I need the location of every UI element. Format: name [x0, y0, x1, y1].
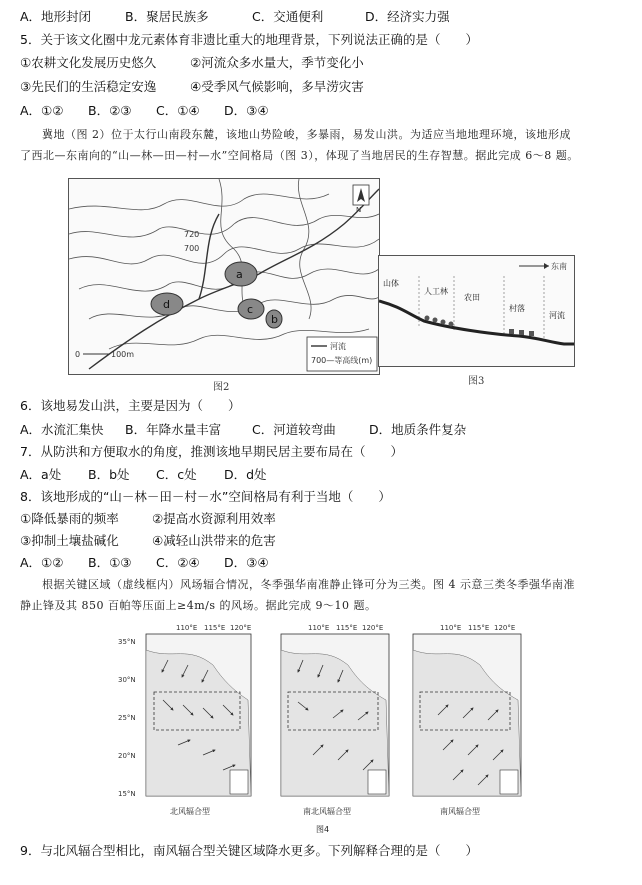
- label-b: b: [271, 313, 278, 326]
- q7-option-a: A．a处: [20, 467, 62, 482]
- contour-label-700: 700: [184, 244, 200, 253]
- passage-1-line-2: 了西北—东南向的“山—林—田—村—水”空间格局（图 3），体现了当地居民的生存智慧。据此完成 6～8 题。: [20, 149, 579, 162]
- figure-2-caption: 图2: [213, 382, 230, 393]
- q4-options: [20, 8, 450, 26]
- q5-item-4: ④受季风气候影响，多旱涝灾害: [190, 79, 364, 94]
- figure-4-svg: [118, 620, 528, 835]
- q8-option-a: A．①②: [20, 555, 64, 570]
- lat-35: 35°N: [118, 638, 136, 646]
- svg-text:100m: 100m: [111, 350, 135, 359]
- panel-north-convergence: [146, 624, 251, 816]
- svg-text:115°E: 115°E: [468, 624, 490, 632]
- q5-option-b: B．②③: [88, 103, 132, 118]
- panel-1-title: 北风辐合型: [170, 807, 210, 816]
- q4-option-d: D．经济实力强: [365, 9, 450, 24]
- q5-items-row2: [20, 78, 364, 96]
- q8-item-2: ②提高水资源利用效率: [152, 511, 276, 526]
- passage-2-line-1: 根据关键区域（虚线框内）风场辐合情况，冬季强华南准静止锋可分为三类。图 4 示意三类冬季强华南准: [42, 578, 575, 591]
- label-d: d: [163, 298, 170, 311]
- q7-option-d: D．d处: [224, 467, 267, 482]
- q7-option-c: C．c处: [156, 467, 197, 482]
- q5-option-a: A．①②: [20, 103, 64, 118]
- fig3-label-mountain: 山体: [383, 279, 399, 288]
- svg-text:110°E: 110°E: [176, 624, 198, 632]
- figure-3-cross-section: [378, 255, 575, 367]
- fig3-label-plantation: 人工林: [424, 287, 448, 296]
- q6-option-c: C．河道较弯曲: [252, 422, 336, 437]
- q8-item-3: ③抑制土壤盐碱化: [20, 533, 119, 548]
- q8-option-c: C．②④: [156, 555, 200, 570]
- figure-3-svg: [379, 256, 574, 366]
- panel-north-south-convergence: [281, 624, 389, 816]
- q8-option-d: D．③④: [224, 555, 269, 570]
- lat-20: 20°N: [118, 752, 136, 760]
- figure-2-contour-map: [68, 178, 380, 375]
- fig3-label-farmland: 农田: [464, 293, 480, 302]
- passage-1-line-1: 冀地（图 2）位于太行山南段东麓，该地山势险峻，多暴雨，易发山洪。为适应当地地理环境，该地形成: [42, 128, 571, 141]
- svg-text:120°E: 120°E: [230, 624, 252, 632]
- svg-text:110°E: 110°E: [308, 624, 330, 632]
- q8-item-4: ④减轻山洪带来的危害: [152, 533, 276, 548]
- panel-south-convergence: [413, 624, 521, 816]
- figure-3-caption: 图3: [468, 376, 485, 387]
- svg-text:120°E: 120°E: [494, 624, 516, 632]
- q4-option-b: B．聚居民族多: [125, 9, 209, 24]
- q5-options: [20, 102, 269, 120]
- svg-text:115°E: 115°E: [204, 624, 226, 632]
- east-south-arrow: [519, 261, 567, 271]
- fig2-legend: [307, 337, 377, 371]
- panel-3-title: 南风辐合型: [440, 807, 480, 816]
- q4-option-a: A．地形封闭: [20, 9, 92, 24]
- q8-items-row2: [20, 532, 276, 550]
- q8-items-row1: [20, 510, 276, 528]
- q5-item-3: ③先民们的生活稳定安逸: [20, 79, 157, 94]
- lat-25: 25°N: [118, 714, 136, 722]
- q7-option-b: B．b处: [88, 467, 130, 482]
- q6-options: [20, 421, 466, 439]
- svg-text:120°E: 120°E: [362, 624, 384, 632]
- fig3-label-river: 河流: [549, 311, 565, 320]
- svg-text:东南: 东南: [551, 262, 567, 271]
- q5-stem: 5．关于该文化圈中龙元素体育非遗比重大的地理背景，下列说法正确的是（ ）: [20, 32, 478, 47]
- q7-options: [20, 466, 267, 484]
- label-a: a: [236, 268, 243, 281]
- passage-2-line-2: 静止锋及其 850 百帕等压面上≥4m/s 的风场。据此完成 9～10 题。: [20, 599, 377, 612]
- passage-1: [20, 124, 620, 166]
- q5-items-row1: [20, 54, 364, 72]
- svg-text:0: 0: [75, 350, 81, 359]
- passage-2: [20, 574, 620, 616]
- legend-river: 河流: [330, 342, 346, 351]
- fig3-label-village: 村落: [509, 304, 525, 313]
- q5-item-2: ②河流众多水量大，季节变化小: [190, 55, 364, 70]
- q8-option-b: B．①③: [88, 555, 132, 570]
- q5-item-1: ①农耕文化发展历史悠久: [20, 55, 157, 70]
- svg-text:110°E: 110°E: [440, 624, 462, 632]
- q8-stem: 8．该地形成的“山－林－田－村－水”空间格局有利于当地（ ）: [20, 489, 391, 504]
- panel-2-title: 南北风辐合型: [303, 807, 351, 816]
- q6-option-a: A．水流汇集快: [20, 422, 104, 437]
- legend-contour: 700—等高线(m): [311, 356, 373, 365]
- q5-option-d: D．③④: [224, 103, 269, 118]
- label-c: c: [247, 303, 254, 316]
- q9-stem: 9．与北风辐合型相比，南风辐合型关键区域降水更多。下列解释合理的是（ ）: [20, 843, 478, 858]
- contour-label-720: 720: [184, 230, 200, 239]
- figure-4-caption: 图4: [316, 825, 330, 834]
- q4-option-c: C．交通便利: [252, 9, 324, 24]
- lat-30: 30°N: [118, 676, 136, 684]
- svg-text:115°E: 115°E: [336, 624, 358, 632]
- q8-options: [20, 554, 269, 572]
- q6-stem: 6．该地易发山洪，主要是因为（ ）: [20, 398, 241, 413]
- q6-option-d: D．地质条件复杂: [369, 422, 467, 437]
- q6-option-b: B．年降水量丰富: [125, 422, 222, 437]
- figure-4-wind-maps: [118, 620, 528, 835]
- q5-option-c: C．①④: [156, 103, 200, 118]
- q8-item-1: ①降低暴雨的频率: [20, 511, 119, 526]
- north-arrow: [353, 185, 369, 214]
- q7-stem: 7．从防洪和方便取水的角度，推测该地早期民居主要布局在（ ）: [20, 444, 403, 459]
- north-label: N: [356, 206, 362, 214]
- lat-15: 15°N: [118, 790, 136, 798]
- figure-2-svg: [69, 179, 379, 374]
